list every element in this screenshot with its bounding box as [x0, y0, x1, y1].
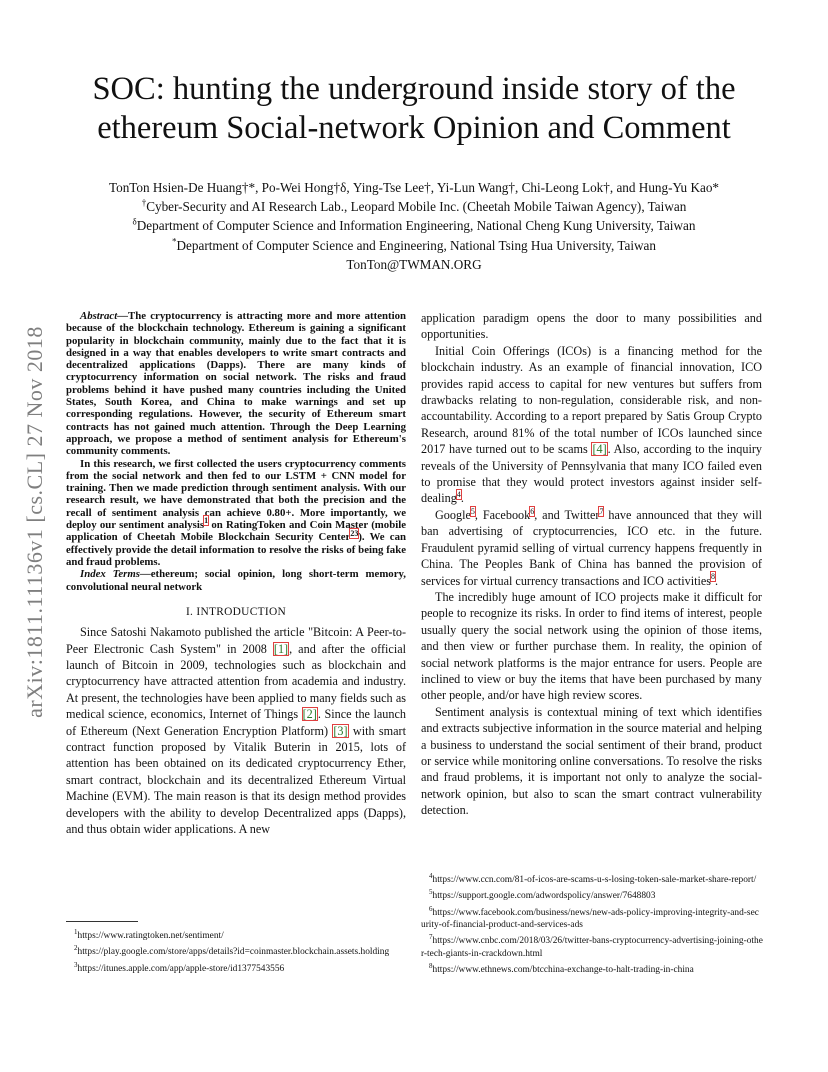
footnote — [421, 870, 763, 886]
left-column — [66, 310, 406, 838]
intro-text: Since Satoshi Nakamoto published the article "Bitcoin: A Peer-to-Peer Electronic Cash System" in 2008 — [66, 625, 406, 656]
footnote-number: 6 — [429, 904, 433, 913]
footnote-link-5[interactable]: 5 — [470, 506, 475, 516]
contact-email: TonTon@TWMAN.ORG — [346, 256, 482, 272]
index-terms-label: Index Terms— — [80, 568, 151, 581]
intro-text: , and after the official launch of Bitcoin in 2009, technologies such as blockchain and cryptocurrency have attracted attention from academia and industry. At present, the technologies have been applied to many fields such as medical science, economics, Internet of Things — [66, 641, 406, 722]
footnote-number: 5 — [429, 888, 433, 897]
affiliation-line: †Cyber-Security and AI Research Lab., Leopard Mobile Inc. (Cheetah Mobile Taiwan Agency), Taiwan — [141, 197, 687, 215]
citation-3[interactable]: [3] — [333, 723, 348, 738]
footnote-url[interactable]: https://www.cnbc.com/2018/03/26/twitter-bans-cryptocurrency-advertising-joining-other-tech-giants-in-crackdown.html — [421, 936, 763, 959]
abstract-text-1: The cryptocurrency is attracting more and more attention because of the blockchain technology. Ethereum is gaining a significant popularity in blockchain community, mainly due to the fact that it is designed in a way that enables developers to write smart contracts and decentralized applications (Dapps). There are many kinds of cryptocurrency information on social network. The risks and fraud problems behind it have pushed many countries including the United States, South Korea, and China to make warnings and set up corresponding regulations. However, the security of Ethereum smart contracts has not gained much attention. Through the Deep Learning approach, we propose a method of sentiment analysis for Ethereum's community comments. — [66, 310, 406, 458]
citation-2[interactable]: [2] — [302, 707, 317, 722]
body-paragraph: Initial Coin Offerings (ICOs) is a financing method for the blockchain industry. As an example of financial innovation, ICO provides rapid access to capital for new ventures but suffers from drawbacks relating to non-regulation, considerable risk, and non-accountability. According to a report prepared by Satis Group Crypto Research, around 81% of the total number of ICOs launched since 2017 have turned out to be scams [4]. Also, according to the inquiry reveals of the University of Pennsylvania that many ICO failed even to promise that they would protect investors against insider self-dealing$^4$. — [421, 343, 762, 506]
arxiv-identifier — [22, 283, 48, 760]
affiliation-3: Department of Computer Science and Engineering, National Tsing Hua University, Taiwan — [176, 237, 656, 253]
footnote-link-2-3[interactable]: 23 — [350, 528, 359, 538]
body-text: have announced that they will ban advertising of cryptocurrencies, ICO etc. in the future. Fraudulent pyramid selling of virtual currency happens frequently in China. The Peoples Bank of China has banned the provision of services for virtual currency transactions and ICO activities — [421, 507, 763, 588]
citation-1[interactable]: [1] — [273, 641, 289, 656]
author-names: TonTon Hsien-De Huang†*, Po-Wei Hong†δ, Ying-Tse Lee†, Yi-Lun Wang†, Chi-Leong Lok†, and Hung-Yu Kao* — [108, 180, 720, 195]
body-text: , and Twitter — [534, 507, 600, 522]
section-heading: I. INTRODUCTION — [185, 605, 287, 618]
abstract-text-2a: In this research, we first collected the users cryptocurrency comments from the social network and then fed to our LSTM + CNN model for training. Then we made prediction through sentiment analysis. With our research result, we have demonstrated that both the precision and the recall of sentiment analysis can achieve 0.80+. More importantly, we deploy our sentiment analysis — [66, 457, 406, 532]
abstract-label: Abstract— — [80, 310, 128, 322]
body-text: , Facebook — [474, 507, 531, 522]
intro-text: with smart contract function proposed by Vitalik Buterin in 2015, lots of attention has been obtained on its dedicated cryptocurrency Ether, smart contract, blockchain and its decentralized Ethereum Virtual Machine (EVM). The main reason is that its design method provides developers with the ability to develop Decentralized apps (Dapps), and thus obtain wider applications. A new — [66, 723, 406, 837]
affiliation-line: *Department of Computer Science and Engineering, National Tsing Hua University, Taiwan — [172, 236, 656, 253]
footnote-number: 1 — [74, 928, 78, 936]
arxiv-id-text: arXiv:1811.11136v1 [cs.CL] 27 Nov 2018 — [22, 325, 47, 718]
abstract-paragraph — [66, 310, 406, 458]
footnote-url[interactable]: https://support.google.com/adwordspolicy/answer/7648803 — [432, 891, 656, 902]
footnote-divider — [66, 921, 138, 922]
body-text: . Also, according to the inquiry reveals of the University of Pennsylvania that many ICO failed even to promise that they would protect investors against insider self-dealing — [421, 442, 762, 506]
footnote — [421, 903, 763, 932]
footnote — [66, 942, 411, 958]
footnote-number: 8 — [429, 961, 433, 970]
footnote-url[interactable]: https://www.ratingtoken.net/sentiment/ — [77, 931, 224, 942]
footnote-link-8[interactable]: 8 — [711, 572, 716, 582]
footnote-url[interactable]: https://www.ethnews.com/btcchina-exchange-to-halt-trading-in-china — [432, 964, 694, 975]
footnote — [421, 931, 763, 960]
abstract-text-2c: ). We can effectively provide the detail information to resolve the risks of being fake and fraud problems. — [66, 531, 406, 568]
citation-4[interactable]: [4] — [592, 442, 607, 457]
paper-title: SOC: hunting the underground inside story of the ethereum Social-network Opinion and Comment — [92, 71, 736, 146]
author-block — [40, 178, 788, 274]
abstract — [66, 310, 406, 593]
footnote-number: 2 — [74, 944, 78, 953]
footnote-number: 3 — [74, 960, 78, 969]
footnote — [421, 960, 763, 976]
footnote-url[interactable]: https://www.ccn.com/81-of-icos-are-scams-u-s-losing-token-sale-market-share-report/ — [432, 875, 757, 886]
footnote — [421, 886, 763, 902]
footnote-link-1[interactable]: 1 — [204, 516, 209, 526]
body-paragraph: Google$^5$, Facebook$^6$, and Twitter$^7$ have announced that they will ban advertising of cryptocurrencies, ICO etc. in the future. Fraudulent pyramid selling of virtual currency happens frequently in China. The Peoples Bank of China has banned the provision of services for virtual currency transactions and ICO activities$^8$. — [421, 506, 763, 588]
index-terms — [66, 568, 406, 593]
footnote-link-4[interactable]: 4 — [456, 490, 461, 500]
body-paragraph: application paradigm opens the door to many possibilities and opportunities. — [421, 311, 762, 342]
intro-text: . Since the launch of Ethereum (Next Generation Encryption Platform) — [66, 707, 406, 738]
body-text: Initial Coin Offerings (ICOs) is a financing method for the blockchain industry. As an example of financial innovation, ICO provides rapid access to capital for new ventures but suffers from drawbacks relating to non-regulation, considerable risk, and non-accountability. According to a report prepared by Satis Group Crypto Research, around 81% of the total number of ICOs launched since 2017 have turned out to be scams — [421, 343, 762, 457]
right-column — [421, 310, 762, 819]
intro-paragraph — [66, 624, 406, 837]
footnote-url[interactable]: https://itunes.apple.com/app/apple-store/id1377543556 — [77, 963, 285, 974]
body-paragraph: The incredibly huge amount of ICO projects make it difficult for people to recognize its risks. In order to find items of interest, people usually query the social network using the opinion of those items, and then view or further purchase them. In reality, the opinion of social network platforms is the major entrance for users. People are inclined to view or buy the items that have been purchased by many other people, and/or have high review scores. — [421, 589, 762, 703]
index-terms-text: ethereum; social opinion, long short-term memory, convolutional neural network — [66, 568, 406, 593]
footnote-number: 4 — [429, 872, 433, 880]
footnotes-right — [421, 870, 763, 976]
abstract-paragraph — [66, 458, 406, 569]
footnote — [66, 959, 411, 975]
footnote — [66, 926, 411, 942]
footnote-number: 7 — [429, 933, 433, 942]
affiliation-2: Department of Computer Science and Information Engineering, National Cheng Kung University, Taiwan — [136, 218, 696, 234]
body-paragraph: Sentiment analysis is contextual mining of text which identifies and extracts subjective information in the source material and helping a business to understand the social sentiment of their brand, product or service while monitoring online conversations. To resolve the risks and fraud problems, it is important not only to analyze the social-network opinion, but also to scan the smart contract vulnerability detection. — [421, 704, 762, 818]
footnote-url[interactable]: https://play.google.com/store/apps/details?id=coinmaster.blockchain.assets.holding — [77, 947, 390, 958]
footnote-url[interactable]: https://www.facebook.com/business/news/new-ads-policy-improving-integrity-and-security-of-financial-product-and-services-ads — [421, 907, 759, 930]
footnote-link-6[interactable]: 6 — [530, 506, 535, 516]
abstract-text-2b: on RatingToken and Coin Master (mobile application of Cheetah Mobile Blockchain Security Center — [66, 519, 406, 544]
footnotes-left — [66, 921, 411, 975]
affiliation-1: Cyber-Security and AI Research Lab., Leopard Mobile Inc. (Cheetah Mobile Taiwan Agency), Taiwan — [146, 199, 687, 215]
affiliation-line: $^\delta$Department of Computer Science and Information Engineering, National Cheng Kung University, Taiwan — [132, 217, 696, 234]
body-text: Google — [435, 507, 471, 522]
footnote-link-7[interactable]: 7 — [599, 506, 604, 516]
